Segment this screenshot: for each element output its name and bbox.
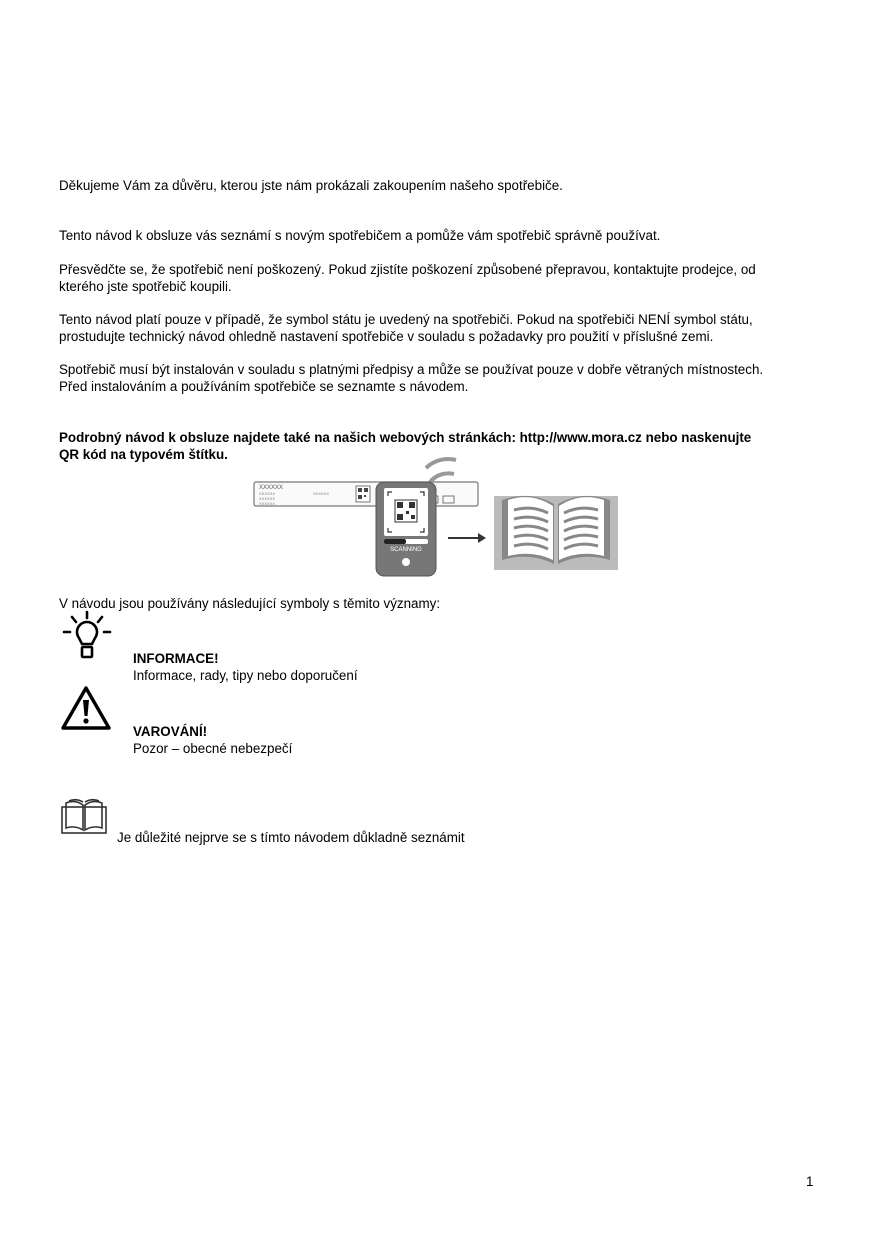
lightbulb-icon: [60, 610, 114, 662]
plate-code: XXXXXX: [313, 491, 330, 496]
paragraph-line: Před instalováním a používáním spotřebiče se seznamte s návodem.: [59, 379, 469, 394]
warning-icon: [60, 685, 112, 731]
paragraph-manual-purpose: Tento návod k obsluze vás seznámí s novým spotřebičem a pomůže vám spotřebič správně používat.: [59, 228, 661, 243]
paragraph-line: Spotřebič musí být instalován v souladu s platnými předpisy a může se používat pouze v dobře větraných místnostech.: [59, 362, 764, 377]
page-number: 1: [806, 1174, 814, 1189]
paragraph-line: QR kód na typovém štítku.: [59, 447, 228, 462]
plate-qr-code: [356, 486, 370, 502]
info-description: Informace, rady, tipy nebo doporučení: [133, 668, 358, 683]
paragraph-line: Tento návod platí pouze v případě, že symbol státu je uvedený na spotřebiči. Pokud na spotřebiči NENÍ symbol státu,: [59, 312, 753, 327]
qr-scan-illustration: [250, 456, 622, 580]
plate-code: XXXXXX: [259, 501, 276, 506]
scanning-label: SCANNING: [390, 547, 422, 553]
warning-title: VAROVÁNÍ!: [133, 724, 208, 739]
plate-code: XXXXXX: [259, 496, 276, 501]
paragraph-line: prostudujte technický návod ohledně nastavení spotřebiče v souladu s požadavky pro použití v příslušné zemi.: [59, 329, 714, 344]
paragraph-installation: [59, 361, 819, 395]
wifi-icon: [426, 459, 456, 482]
paragraph-line: Přesvědčte se, že spotřebič není poškozený. Pokud zjistíte poškození způsobené přepravou, kontaktujte prodejce, od: [59, 262, 756, 277]
plate-code: XXXXXX: [259, 491, 276, 496]
plate-code: XXXXXX: [259, 485, 284, 491]
phone-icon: [376, 482, 436, 576]
paragraph-line: Podrobný návod k obsluze najdete také na našich webových stránkách: http://www.mora.cz nebo naskenujte: [59, 430, 752, 445]
paragraph-thanks: Děkujeme Vám za důvěru, kterou jste nám prokázali zakoupením našeho spotřebiče.: [59, 178, 563, 193]
open-book-icon: [494, 496, 618, 570]
read-manual-icon: [61, 797, 107, 835]
read-manual-text: Je důležité nejprve se s tímto návodem důkladně seznámit: [117, 830, 465, 845]
symbols-intro: V návodu jsou používány následující symboly s těmito významy:: [59, 596, 441, 611]
arrow-right-icon: [448, 533, 486, 543]
paragraph-damage-check: [59, 261, 819, 295]
paragraph-country-symbol: [59, 311, 819, 345]
warning-description: Pozor – obecné nebezpečí: [133, 741, 293, 756]
paragraph-line: kterého jste spotřebič koupili.: [59, 279, 232, 294]
info-title: INFORMACE!: [133, 651, 219, 666]
